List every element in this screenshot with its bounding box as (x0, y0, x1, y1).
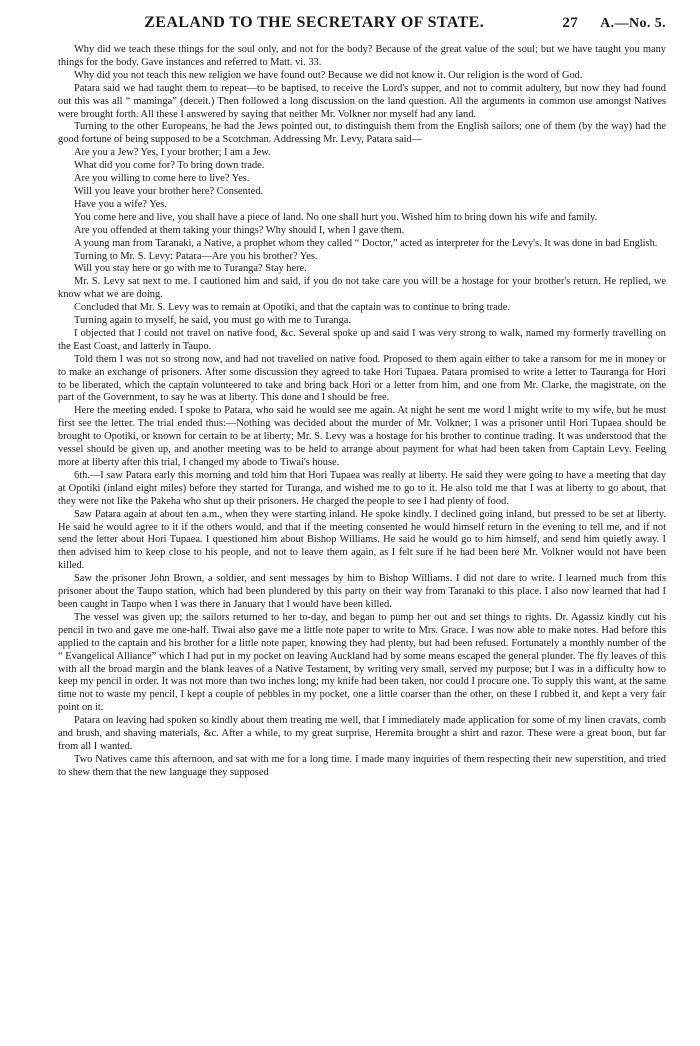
paragraph: Why did we teach these things for the soul only, and not for the body? Because of the great value of the soul; but we have taught you many things for the body. Gave instances and referred to Matt. vi. 33. (58, 44, 666, 68)
paragraph: Here the meeting ended. I spoke to Patara, who said he would see me again. At night he sent me word I might write to my wife, but he must first see the letter. The trial ended thus:—Nothing was decided about the murder of Mr. Volkner; I was a prisoner until Hori Tupaea should be brought to Opotiki, or known for certain to be at liberty; Mr. S. Levy was a hostage for his brother to continue trading. It was understood that the vessel should be given up, and another meeting was to be held to arrange about payment for what had been taken from Captain Levy. Feeling more at liberty after this trial, I changed my abode to Tiwai's house. (58, 405, 666, 468)
paragraph: Saw the prisoner John Brown, a soldier, and sent messages by him to Bishop Williams. I did not dare to write. I learned much from this prisoner about the Taupo station, which had been plundered by this party on their way from Taranaki to this place. I also now learned that had I been caught in Taupo when I was there in January that I would have been killed. (58, 573, 666, 610)
paragraph: 6th.—I saw Patara early this morning and told him that Hori Tupaea was really at liberty. He said they were going to have a meeting that day at Opotiki (inland eight miles) before they started for Turanga, and wished me to go to it. He also told me that I was at liberty to go about, that they were not like the Pakeha who shut up their prisoners. He charged the people to see I had plenty of food. (58, 469, 666, 507)
running-title: ZEALAND TO THE SECRETARY OF STATE. (144, 14, 485, 31)
paragraph: Saw Patara again at about ten a.m., when they were starting inland. He spoke kindly. I declined going inland, but pressed to be set at liberty. He said he would agree to it if the others would, and that if the meeting consented he would himself return in the evening to tell me, and if not send the letter about Hori Tupaea. I questioned him about Bishop Williams. He said he would go to him himself, and send him quietly away. I then advised him to keep close to his people, and not to leave them again, as I felt sure if he had been here Mr. Volkner would not have been killed. (58, 508, 666, 572)
paragraph: Concluded that Mr. S. Levy was to remain at Opotiki, and that the captain was to continue to bring trade. (74, 302, 511, 314)
paragraph: Will you stay here or go with me to Turanga? Stay here. (74, 263, 307, 275)
document-reference: A.—No. 5. (600, 16, 666, 31)
paragraph: Patara on leaving had spoken so kindly about them treating me well, that I immediately made application for some of my linen cravats, comb and brush, and shaving materials, &c. After a while, to my great surprise, Heremita brought a shirt and razor. These were a great boon, but far from all I wanted. (58, 715, 666, 752)
paragraph: The vessel was given up; the sailors returned to her to-day, and began to pump her out and set things to rights. Dr. Agassiz kindly cut his pencil in two and gave me one-half. Tiwai also gave me a little note paper to write to Mrs. Grace. I was now able to make notes. Had before this applied to the captain and his brother for a little note paper, knowing they had plenty, but had been refused. Fortunately a monthly number of the “ Evangelical Alliance” which I had put in my pocket on leaving Auckland had by some means escaped the general plunder. The fly leaves of this with all the broad margin and the blank leaves of a Native Testament, by writing very small, served my purpose; but I was in a difficulty how to keep my pencil in order. It was not more than two inches long; my knife had been taken, nor could I procure one. To supply this want, at the same time not to waste my pencil, I kept a couple of pebbles in my pocket, one a little coarser than the other, on these I rubbed it, and kept a very fair point on it. (58, 611, 666, 714)
paragraph: Are you willing to come here to live? Yes. (74, 173, 250, 185)
paragraph: I objected that I could not travel on native food, &c. Several spoke up and said I was very strong to walk, named my formerly travelling on the East Coast, and latterly in Taupo. (58, 327, 666, 352)
paragraph: You come here and live, you shall have a piece of land. No one shall hurt you. Wished him to bring down his wife and family. (74, 211, 598, 223)
paragraph: Why did you not teach this new religion we have found out? Because we did not know it. Our religion is the word of God. (74, 69, 583, 81)
paragraph: Patara said we had taught them to repeat—to be baptised, to receive the Lord's supper, and not to commit adultery, but now they had found out this was all “ maminga” (deceit.) Then followed a long discussion on the land question. All the arguments in common use amongst Natives were brought forth. All these I answered by saying that neither Mr. Volkner nor myself had any land. (58, 82, 666, 120)
page-header (58, 14, 666, 44)
paragraph: Two Natives came this afternoon, and sat with me for a long time. I made many inquiries of them respecting their new superstition, and tried to shew them that the new language they supposed (58, 753, 666, 778)
paragraph: Mr. S. Levy sat next to me. I cautioned him and said, if you do not take care you will be a hostage for your brother's return. He replied, we know what we are doing. (58, 276, 666, 301)
paragraph: Are you offended at them taking your things? Why should I, when I gave them. (74, 224, 405, 236)
paragraph: Turning to the other Europeans, he had the Jews pointed out, to distinguish them from the English sailors; one of them (by the way) had the good fortune of being supposed to be a Scotchman. Addressing Mr. Levy, Patara said— (58, 121, 666, 146)
paragraph: What did you come for? To bring down trade. (74, 160, 265, 172)
page-number: 27 (562, 15, 579, 31)
paragraph: Are you a Jew? Yes, I your brother; I am a Jew. (74, 147, 271, 159)
paragraph: Will you leave your brother here? Consented. (74, 185, 264, 197)
document-body (58, 44, 666, 780)
paragraph: A young man from Taranaki, a Native, a prophet whom they called “ Doctor,” acted as interpreter for the Levy's. It was done in bad English. (74, 237, 658, 249)
paragraph: Have you a wife? Yes. (74, 198, 167, 210)
paragraph: Told them I was not so strong now, and had not travelled on native food. Proposed to them again either to take a ransom for me in money or to make an exchange of prisoners. After some discussion they agreed to take Hori Tupaea. Patara promised to write a letter to Tauranga for Hori to be liberated, which the captain volunteered to take and bring back Hori or a letter from him, and one from Mr. Clarke, the magistrate, on the part of the Government, to say he was at liberty. This done and I should be free. (58, 353, 666, 404)
paragraph: Turning again to myself, he said, you must go with me to Turanga. (74, 315, 351, 327)
paragraph: Turning to Mr. S. Levy: Patara—Are you his brother? Yes. (74, 250, 318, 262)
